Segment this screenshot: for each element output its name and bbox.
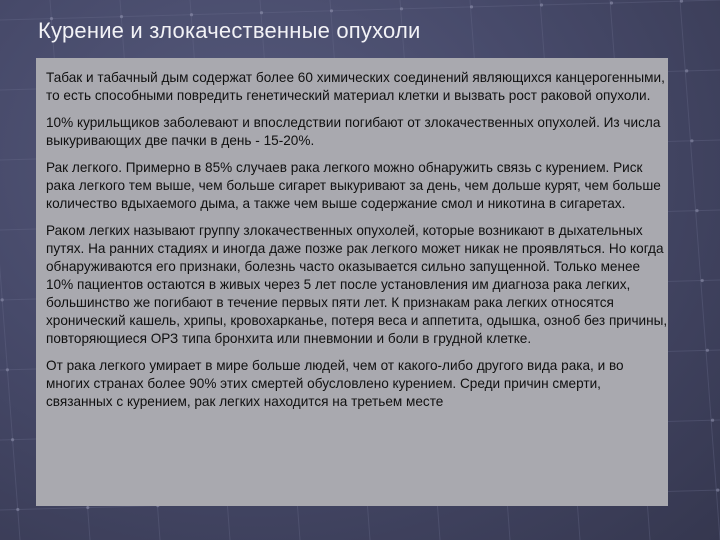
paragraph-lung-cancer-risk: Рак легкого. Примерно в 85% случаев рака легкого можно обнаружить связь с курением. Риск рака легкого тем выше, чем больше сигарет выкуривают за день, чем дольше курят, чем больше количество вдыхаемого дыма, а также чем выше содержание смол и никотина в сигаретах. [46, 160, 661, 211]
grid-node [1, 298, 4, 301]
grid-node [695, 209, 698, 212]
grid-node [706, 349, 709, 352]
grid-node [330, 9, 333, 12]
paragraph-lung-cancer-symptoms: Раком легких называют группу злокачественных опухолей, которые возникают в дыхательных путях. На ранних стадиях и иногда даже позже рак легкого может никак не проявляться. Но когда обнаруживаются его признаки, болезнь часто оказывается сильно запущенной. Только менее 10% пациентов остаются в живых через 5 лет после установления им диагноза рака легких, большинство же погибают в течение первых пяти лет. К признакам рака легких относятся хронический кашель, хрипы, кровохарканье, потеря веса и аппетита, одышка, озноб без причины, повторяющиеся ОРЗ типа бронхита или пневмонии и боли в грудной клетке. [46, 223, 668, 346]
grid-line [0, 0, 20, 540]
slide-title: Курение и злокачественные опухоли [38, 18, 421, 43]
paragraph-smoker-statistics: 10% курильщиков заболевают и впоследствии погибают от злокачественных опухолей. Из числа выкуривающих две пачки в день - 15-20%. [46, 115, 661, 148]
grid-node [6, 368, 9, 371]
grid-node [685, 69, 688, 72]
grid-node [690, 139, 693, 142]
grid-node [260, 11, 263, 14]
grid-node [86, 506, 89, 509]
grid-node [16, 508, 19, 511]
paragraph-carcinogens: Табак и табачный дым содержат более 60 химических соединений являющихся канцерогенными, то есть способными повредить генетический материал клетки и вызвать рост раковой опухоли. [46, 70, 665, 103]
paragraph-lung-cancer-mortality: От рака легкого умирает в мире больше людей, чем от какого-либо другого вида рака, и во многих странах более 90% этих смертей обусловлено курением. Среди причин смерти, связанных с курением, рак легких находится на третьем месте [46, 358, 624, 409]
grid-node [716, 489, 719, 492]
text-panel [36, 58, 668, 506]
grid-node [470, 5, 473, 8]
grid-node [400, 7, 403, 10]
grid-node [11, 438, 14, 441]
grid-node [610, 1, 613, 4]
grid-node [711, 419, 714, 422]
grid-node [701, 279, 704, 282]
grid-node [190, 13, 193, 16]
grid-line [680, 0, 720, 540]
grid-node [540, 3, 543, 6]
